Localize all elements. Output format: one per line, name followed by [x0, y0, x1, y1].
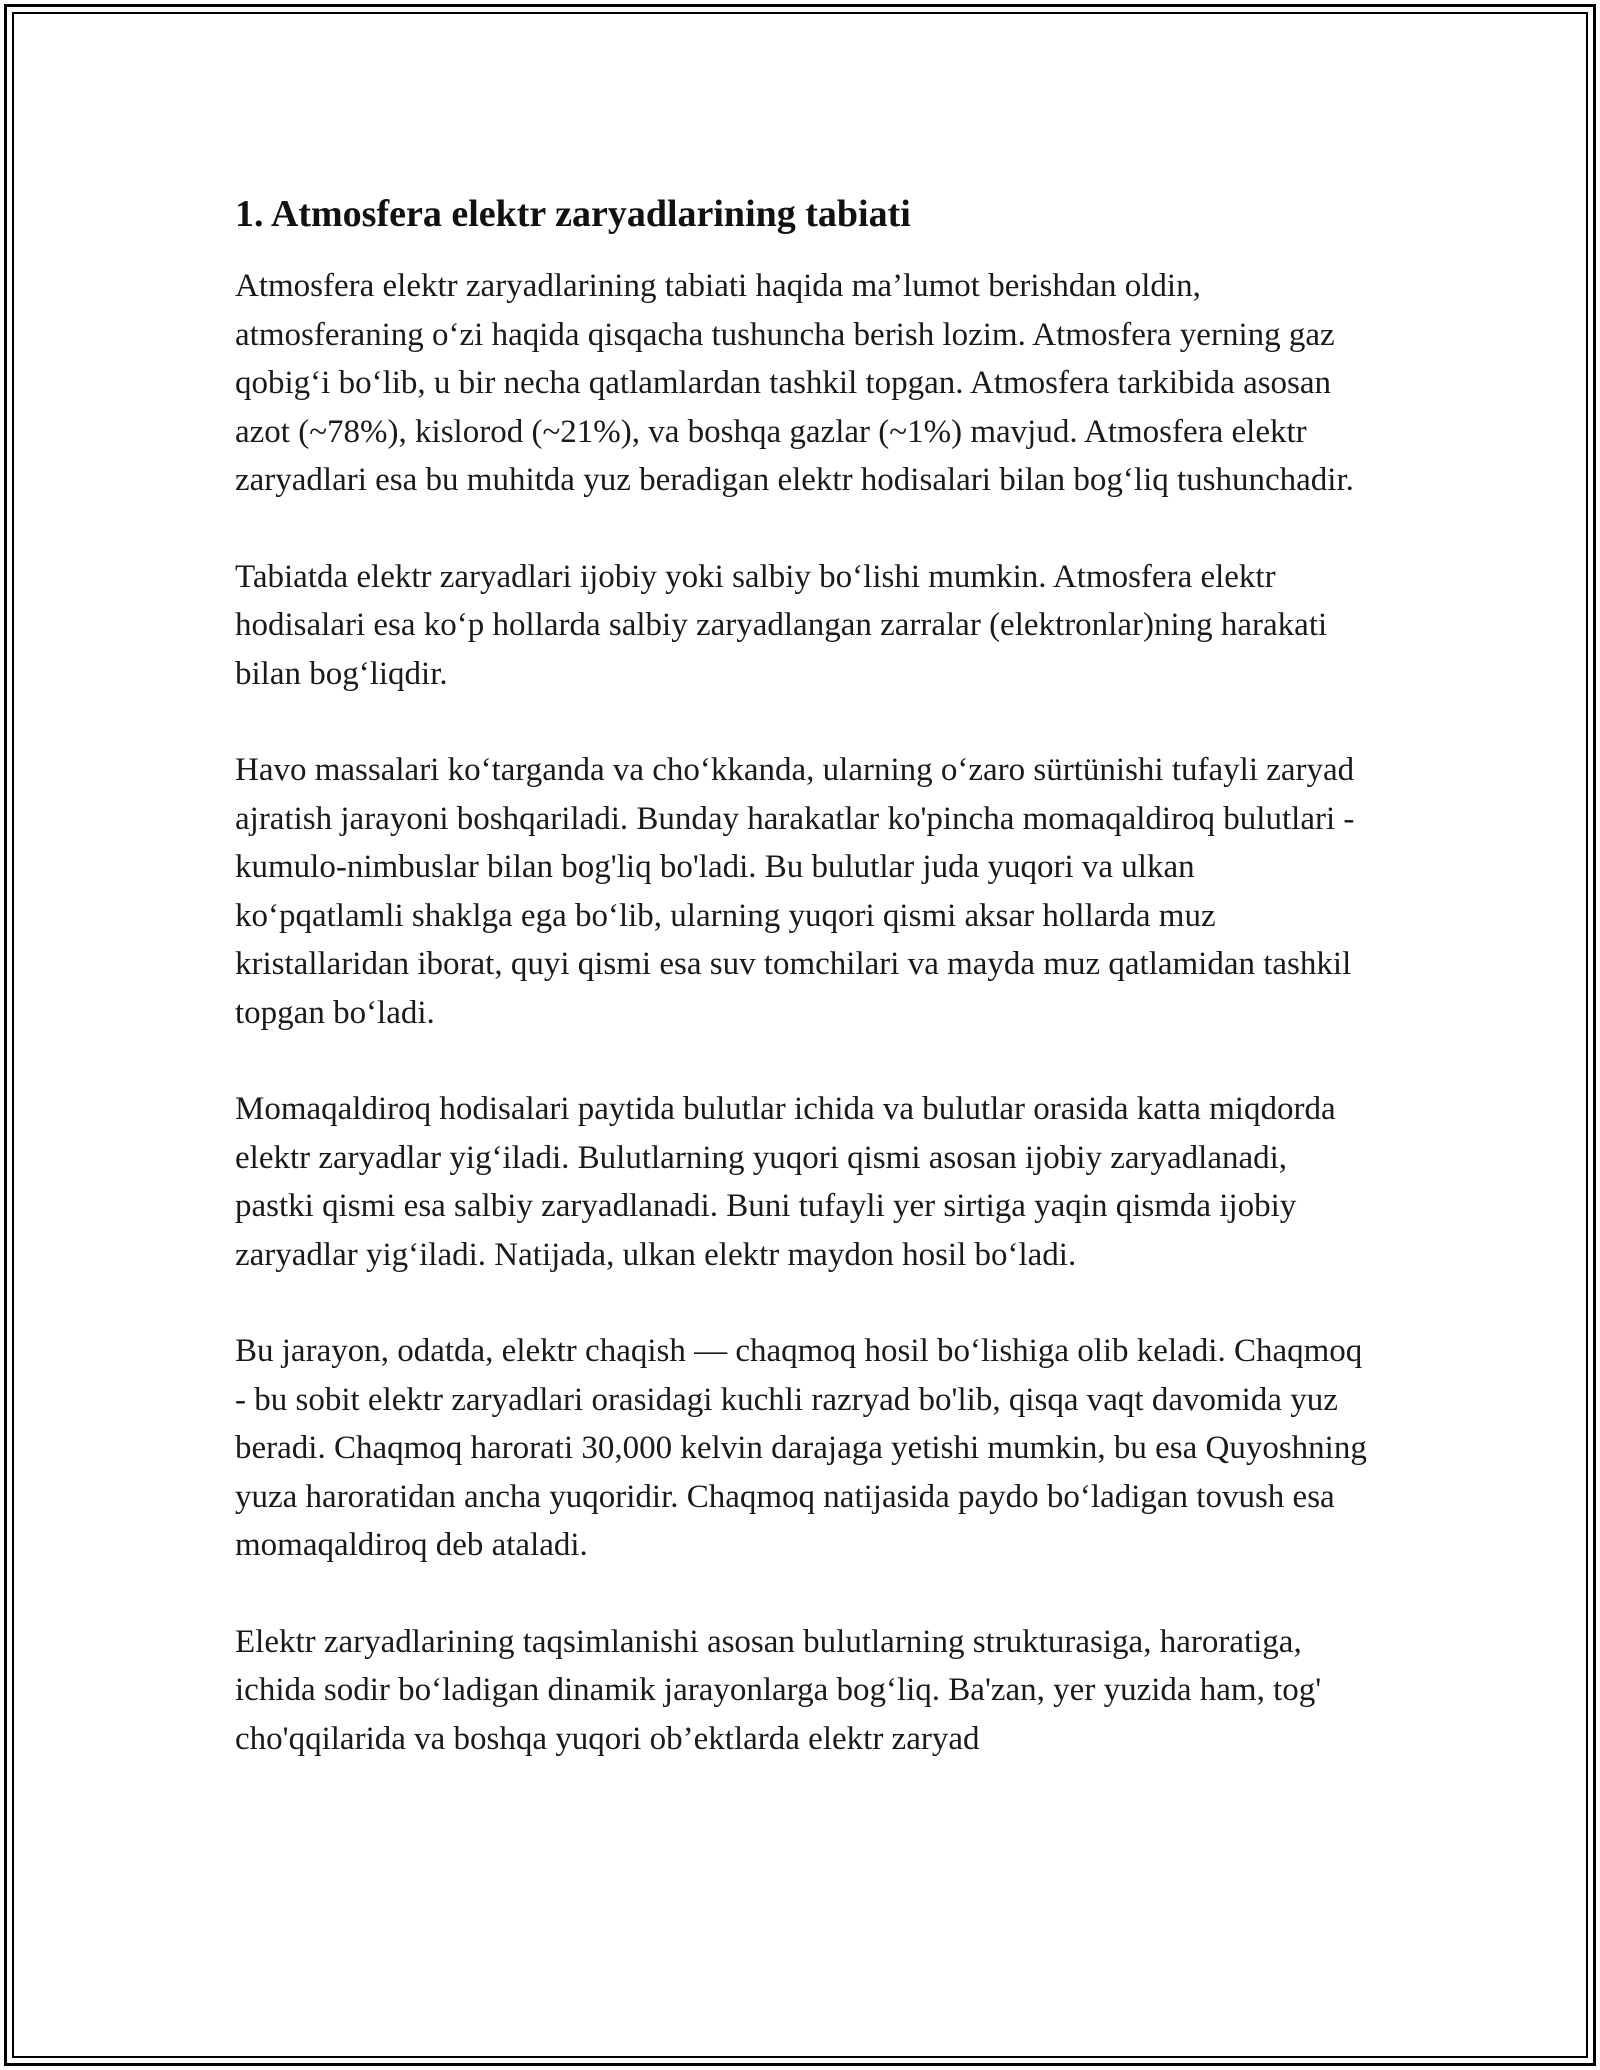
paragraph: Havo massalari ko‘targanda va cho‘kkanda, ularning o‘zaro sürtünishi tufayli zaryad ajratish jarayoni boshqariladi. Bunday harakatlar ko'pincha momaqaldiroq bulutlari - kumulo-nimbuslar bilan bog'liq bo'ladi. Bu bulutlar juda yuqori va ulkan ko‘pqatlamli shaklga ega bo‘lib, ularning yuqori qismi aksar hollarda muz kristallaridan iborat, quyi qismi esa suv tomchilari va mayda muz qatlamidan tashkil topgan bo‘ladi.	[235, 752, 1355, 1031]
paragraph: Elektr zaryadlarining taqsimlanishi asosan bulutlarning strukturasiga, haroratiga, ichida sodir bo‘ladigan dinamik jarayonlarga bog‘liq. Ba'zan, yer yuzida ham, tog' cho'qqilarida va boshqa yuqori ob’ektlarda elektr zaryad	[235, 1623, 1322, 1757]
section-heading: 1. Atmosfera elektr zaryadlarining tabiati	[235, 193, 911, 235]
paragraph: Atmosfera elektr zaryadlarining tabiati haqida ma’lumot berishdan oldin, atmosferaning o‘zi haqida qisqacha tushuncha berish lozim. Atmosfera yerning gaz qobig‘i bo‘lib, u bir necha qatlamlardan tashkil topgan. Atmosfera tarkibida asosan azot (~78%), kislorod (~21%), va boshqa gazlar (~1%) mavjud. Atmosfera elektr zaryadlari esa bu muhitda yuz beradigan elektr hodisalari bilan bog‘liq tushunchadir.	[235, 268, 1354, 498]
paragraph: Bu jarayon, odatda, elektr chaqish — chaqmoq hosil bo‘lishiga olib keladi. Chaqmoq - bu sobit elektr zaryadlari orasidagi kuchli razryad bo'lib, qisqa vaqt davomida yuz beradi. Chaqmoq harorati 30,000 kelvin darajaga yetishi mumkin, bu esa Quyoshning yuza haroratidan ancha yuqoridir. Chaqmoq natijasida paydo bo‘ladigan tovush esa momaqaldiroq deb ataladi.	[235, 1333, 1367, 1563]
document-body	[235, 188, 1370, 1811]
paragraph: Momaqaldiroq hodisalari paytida bulutlar ichida va bulutlar orasida katta miqdorda elektr zaryadlar yig‘iladi. Bulutlarning yuqori qismi asosan ijobiy zaryadlanadi, pastki qismi esa salbiy zaryadlanadi. Buni tufayli yer sirtiga yaqin qismda ijobiy zaryadlar yig‘iladi. Natijada, ulkan elektr maydon hosil bo‘ladi.	[235, 1091, 1336, 1273]
paragraph: Tabiatda elektr zaryadlari ijobiy yoki salbiy bo‘lishi mumkin. Atmosfera elektr hodisalari esa ko‘p hollarda salbiy zaryadlangan zarralar (elektronlar)ning harakati bilan bog‘liqdir.	[235, 558, 1328, 692]
